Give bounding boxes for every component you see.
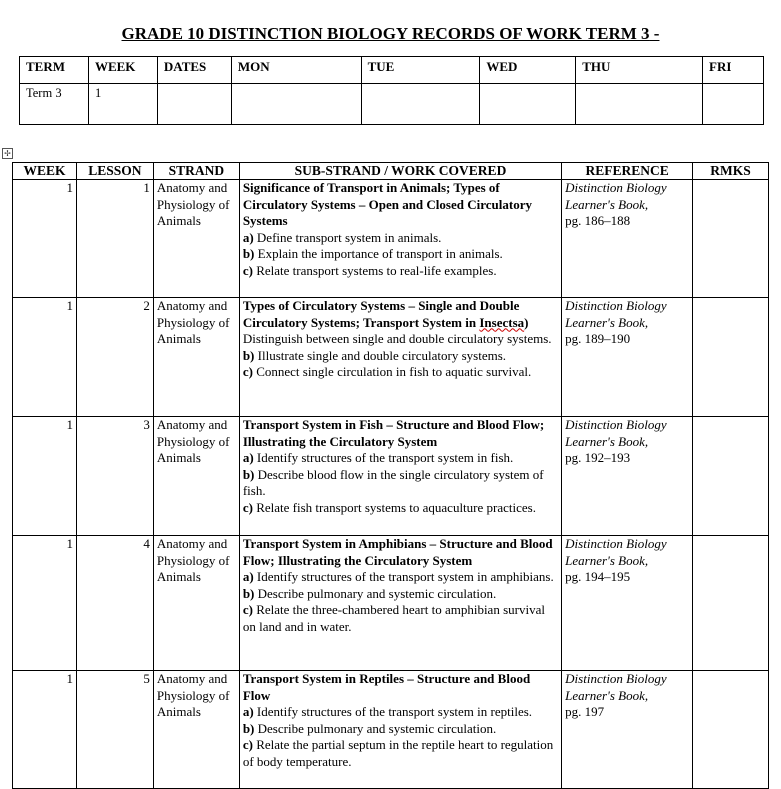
objective-key: a)	[242, 704, 254, 719]
lesson-cell[interactable]: 5	[76, 671, 153, 789]
remarks-cell[interactable]	[693, 536, 769, 671]
term-header-table	[19, 56, 764, 125]
week-cell[interactable]: 1	[13, 298, 77, 417]
topic-text: Transport System in Fish – Structure and Blood Flow; Illustrating the Circulatory System	[242, 417, 545, 449]
col-week: WEEK	[88, 57, 157, 84]
reference-cell[interactable]	[562, 417, 693, 536]
move-handle-icon[interactable]: ✢	[2, 148, 13, 159]
substrand-cell[interactable]	[239, 417, 561, 536]
table-row	[13, 536, 769, 671]
objective-key: c)	[242, 737, 253, 752]
col-lesson: LESSON	[76, 163, 153, 180]
col-remarks: RMKS	[693, 163, 769, 180]
objective-item	[243, 721, 558, 738]
topic-text: Transport System in Reptiles – Structure and Blood Flow	[242, 671, 531, 703]
fri-cell[interactable]	[703, 84, 764, 125]
strand-cell[interactable]: Anatomy and Physiology of Animals	[153, 417, 239, 536]
page-ref: pg. 197	[565, 704, 605, 719]
strand-cell[interactable]: Anatomy and Physiology of Animals	[153, 536, 239, 671]
misspelled-word[interactable]: Insectsa	[479, 314, 525, 330]
col-mon: MON	[231, 57, 361, 84]
table-row	[13, 671, 769, 789]
wed-cell[interactable]	[480, 84, 576, 125]
page-ref: pg. 189–190	[565, 331, 631, 346]
lesson-cell[interactable]: 4	[76, 536, 153, 671]
objective-text: Identify structures of the transport system in reptiles.	[253, 704, 533, 719]
objective-text: Define transport system in animals.	[253, 229, 442, 245]
objective-item	[243, 450, 558, 467]
col-tue: TUE	[361, 57, 480, 84]
header-row	[20, 57, 764, 84]
objective-item	[243, 704, 558, 721]
objective-key: b)	[242, 466, 255, 482]
remarks-cell[interactable]	[693, 671, 769, 789]
reference-line: Distinction Biology	[565, 417, 667, 432]
page-ref: pg. 192–193	[565, 450, 631, 465]
objective-item	[243, 230, 558, 247]
objective-item	[243, 364, 558, 381]
reference-line: Distinction Biology	[565, 671, 667, 686]
reference-cell[interactable]	[562, 671, 693, 789]
objective-text: Distinguish between single and double circulatory systems.	[242, 331, 552, 346]
lesson-cell[interactable]: 3	[76, 417, 153, 536]
objective-text: Relate fish transport systems to aquaculture practices.	[252, 499, 536, 515]
objective-text: Relate the three-chambered heart to amphibian survival on land and in water.	[242, 602, 545, 634]
reference-line: Distinction Biology	[565, 298, 667, 313]
reference-line: Learner's Book,	[565, 314, 649, 330]
col-term: TERM	[20, 57, 89, 84]
reference-line: Distinction Biology	[565, 536, 667, 551]
objective-item	[243, 569, 558, 586]
col-reference: REFERENCE	[562, 163, 693, 180]
substrand-cell[interactable]	[239, 536, 561, 671]
objective-key: a)	[242, 450, 254, 465]
topic-text: )	[524, 314, 529, 330]
reference-line: Learner's Book,	[565, 552, 649, 568]
strand-cell[interactable]: Anatomy and Physiology of Animals	[153, 671, 239, 789]
page-title: GRADE 10 DISTINCTION BIOLOGY RECORDS OF WORK TERM 3 -	[121, 24, 660, 43]
remarks-cell[interactable]	[693, 298, 769, 417]
objective-text: Connect single circulation in fish to aquatic survival.	[252, 364, 532, 379]
table-row	[20, 84, 764, 125]
objective-item	[243, 586, 558, 603]
objective-key: c)	[242, 499, 253, 515]
objective-item	[243, 348, 558, 365]
table-row	[13, 417, 769, 536]
objective-key: b)	[242, 585, 255, 601]
objective-text: Relate the partial septum in the reptile heart to regulation of body temperature.	[242, 737, 554, 769]
col-wed: WED	[480, 57, 576, 84]
records-table	[12, 162, 769, 789]
reference-line: Learner's Book,	[565, 196, 649, 212]
thu-cell[interactable]	[576, 84, 703, 125]
objective-item	[243, 500, 558, 517]
term-cell[interactable]: Term 3	[20, 84, 89, 125]
table-row	[13, 180, 769, 298]
col-substrand: SUB-STRAND / WORK COVERED	[239, 163, 561, 180]
objective-key: b)	[242, 246, 255, 261]
lesson-cell[interactable]: 2	[76, 298, 153, 417]
objective-item	[243, 263, 558, 280]
topic-text: Significance of Transport in Animals; Types of Circulatory Systems – Open and Closed Circulatory Systems	[242, 180, 532, 228]
col-dates: DATES	[157, 57, 231, 84]
reference-line: Learner's Book,	[565, 687, 649, 703]
objective-text: Identify structures of the transport system in amphibians.	[253, 569, 554, 584]
objective-key: b)	[242, 720, 255, 736]
page-ref: pg. 194–195	[565, 569, 631, 584]
col-strand: STRAND	[153, 163, 239, 180]
col-week: WEEK	[13, 163, 77, 180]
topic-text: Transport System in Amphibians – Structure and Blood Flow; Illustrating the Circulatory System	[242, 536, 553, 568]
topic-text: Types of Circulatory Systems – Single and Double Circulatory Systems; Transport System in	[242, 298, 520, 330]
lesson-cell[interactable]: 1	[76, 180, 153, 298]
objective-text: Illustrate single and double circulatory systems.	[254, 347, 507, 363]
objective-key: c)	[242, 602, 253, 617]
substrand-cell[interactable]	[239, 671, 561, 789]
col-thu: THU	[576, 57, 703, 84]
strand-cell[interactable]: Anatomy and Physiology of Animals	[153, 298, 239, 417]
reference-cell[interactable]	[562, 298, 693, 417]
col-fri: FRI	[703, 57, 764, 84]
objective-key: c)	[242, 262, 253, 278]
week-cell[interactable]: 1	[13, 417, 77, 536]
substrand-cell[interactable]	[239, 298, 561, 417]
objective-text: Relate transport systems to real-life examples.	[252, 262, 497, 278]
tue-cell[interactable]	[361, 84, 480, 125]
objective-item	[243, 467, 558, 500]
objective-text: Describe pulmonary and systemic circulation.	[254, 585, 497, 601]
reference-cell[interactable]	[562, 536, 693, 671]
substrand-cell[interactable]	[239, 180, 561, 298]
objective-text: Describe pulmonary and systemic circulation.	[254, 720, 497, 736]
objective-key: b)	[242, 347, 255, 363]
remarks-cell[interactable]	[693, 180, 769, 298]
week-cell[interactable]: 1	[88, 84, 157, 125]
objective-item	[243, 246, 558, 263]
objective-key: a)	[242, 569, 254, 584]
reference-cell[interactable]	[562, 180, 693, 298]
objective-key: c)	[242, 364, 253, 379]
objective-item	[243, 737, 558, 770]
header-row	[13, 163, 769, 180]
objective-text: Describe blood flow in the single circulatory system of fish.	[242, 466, 544, 498]
page-ref: pg. 186–188	[565, 213, 631, 228]
remarks-cell[interactable]	[693, 417, 769, 536]
strand-cell[interactable]: Anatomy and Physiology of Animals	[153, 180, 239, 298]
table-row	[13, 298, 769, 417]
objective-text: Identify structures of the transport system in fish.	[253, 450, 514, 465]
reference-line: Distinction Biology	[565, 180, 667, 195]
objective-key: a)	[242, 229, 254, 245]
objective-item	[243, 602, 558, 635]
week-cell[interactable]: 1	[13, 180, 77, 298]
dates-cell[interactable]	[157, 84, 231, 125]
week-cell[interactable]: 1	[13, 536, 77, 671]
objective-text: Explain the importance of transport in animals.	[254, 246, 503, 261]
mon-cell[interactable]	[231, 84, 361, 125]
reference-line: Learner's Book,	[565, 433, 649, 449]
week-cell[interactable]: 1	[13, 671, 77, 789]
